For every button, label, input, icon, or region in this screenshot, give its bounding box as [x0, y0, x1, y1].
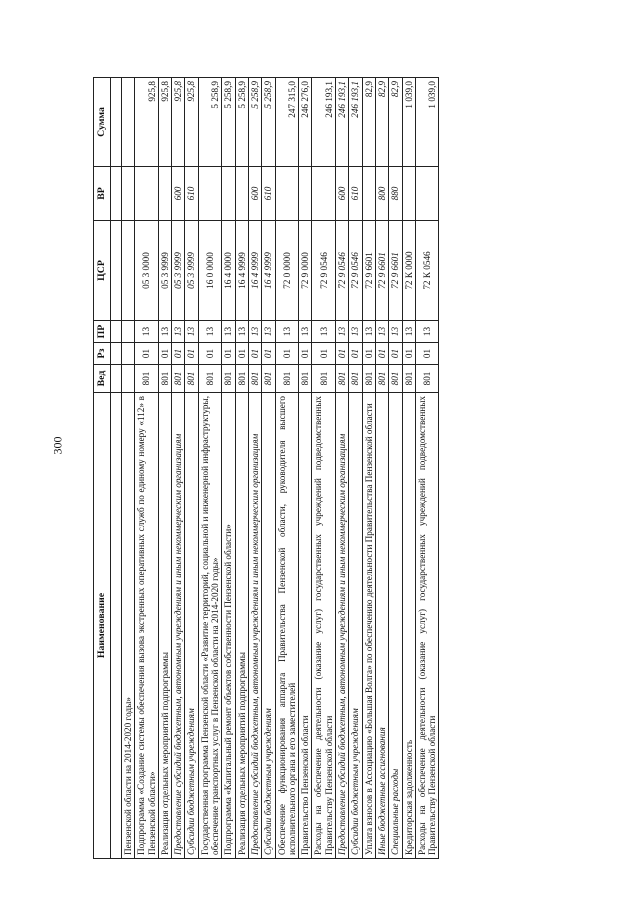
cell-vr: 600: [172, 167, 185, 221]
table-row: [349, 78, 362, 859]
cell-vr: [275, 167, 299, 221]
cell-csr: 16 4 9999: [248, 221, 261, 321]
cell-name: Расходы на обеспечение деятельности (оказание услуг) государственных учреждений подведомственных Правительству Пензенской области: [415, 393, 439, 859]
cell-ved: 801: [158, 365, 171, 393]
header-name: Наименование: [94, 393, 111, 859]
cell-rz: 01: [275, 343, 299, 365]
cell-pr: 13: [262, 321, 275, 343]
cell-name: Предоставление субсидий бюджетным, автономным учреждениям и иным некоммерческим организациям: [172, 393, 185, 859]
cell-vr: [158, 167, 171, 221]
cell-name: Обеспечение функционирования аппарата Правительства Пензенской области, руководителя высшего исполнительного органа и его заместителей: [275, 393, 299, 859]
cell-ved: 801: [415, 365, 439, 393]
cell-vr: [299, 167, 312, 221]
cell-csr: 72 9 0000: [299, 221, 312, 321]
cell-csr: 05 3 9999: [158, 221, 171, 321]
cell-csr: 16 4 0000: [222, 221, 235, 321]
cell-name: Пензенской области на 2014-2020 годы»: [122, 393, 135, 859]
cell-name: Реализация отдельных мероприятий подпрограммы: [158, 393, 171, 859]
cell-vr: [222, 167, 235, 221]
cell-rz: 01: [415, 343, 439, 365]
header-rz: Рз: [94, 343, 111, 365]
header-ved: Вед: [94, 365, 111, 393]
table-row: [122, 78, 135, 859]
cell-sum: 246 193,1: [312, 78, 336, 167]
cell-pr: 13: [299, 321, 312, 343]
table-body: [122, 78, 439, 859]
cell-sum: 82,9: [362, 78, 375, 167]
cell-ved: 801: [312, 365, 336, 393]
cell-vr: [198, 167, 222, 221]
cell-name: Кредиторская задолженность: [402, 393, 415, 859]
cell-name: Предоставление субсидий бюджетным, автономным учреждениям и иным некоммерческим организациям: [248, 393, 261, 859]
cell-csr: 72 9 0546: [312, 221, 336, 321]
budget-table: [93, 77, 439, 859]
cell-csr: 05 3 0000: [135, 221, 159, 321]
cell-vr: [415, 167, 439, 221]
cell-sum: [122, 78, 135, 167]
cell-vr: 600: [336, 167, 349, 221]
cell-vr: 610: [349, 167, 362, 221]
cell-name: Предоставление субсидий бюджетным, автономным учреждениям и иным некоммерческим организациям: [336, 393, 349, 859]
cell-pr: [122, 321, 135, 343]
cell-sum: 82,9: [375, 78, 388, 167]
cell-sum: 246 276,0: [299, 78, 312, 167]
cell-rz: 01: [172, 343, 185, 365]
cell-pr: 13: [135, 321, 159, 343]
cell-name: Подпрограмма «Создание системы обеспечения вызова экстренных оперативных служб по единому номеру «112» в Пензенской области»: [135, 393, 159, 859]
cell-ved: 801: [402, 365, 415, 393]
cell-pr: 13: [185, 321, 198, 343]
cell-sum: 1 039,0: [402, 78, 415, 167]
table-row: [185, 78, 198, 859]
table-row: [222, 78, 235, 859]
header-pr: ПР: [94, 321, 111, 343]
cell-ved: 801: [362, 365, 375, 393]
cell-pr: 13: [402, 321, 415, 343]
table-row: [312, 78, 336, 859]
cell-vr: [402, 167, 415, 221]
cell-pr: 13: [172, 321, 185, 343]
cell-ved: 801: [389, 365, 402, 393]
cell-name: Подпрограмма «Капитальный ремонт объектов собственности Пензенской области»: [222, 393, 235, 859]
cell-rz: 01: [362, 343, 375, 365]
cell-rz: 01: [262, 343, 275, 365]
table-row: [198, 78, 222, 859]
cell-pr: 13: [336, 321, 349, 343]
cell-rz: 01: [135, 343, 159, 365]
cell-pr: 13: [349, 321, 362, 343]
cell-rz: 01: [222, 343, 235, 365]
cell-vr: [135, 167, 159, 221]
cell-ved: 801: [299, 365, 312, 393]
header-row: [94, 78, 111, 859]
cell-rz: 01: [336, 343, 349, 365]
cell-ved: [122, 365, 135, 393]
cell-sum: 5 258,9: [222, 78, 235, 167]
header-vr: ВР: [94, 167, 111, 221]
cell-csr: 72 9 6601: [375, 221, 388, 321]
cell-sum: 925,8: [135, 78, 159, 167]
table-row: [262, 78, 275, 859]
cell-vr: 880: [389, 167, 402, 221]
cell-vr: [122, 167, 135, 221]
cell-rz: [122, 343, 135, 365]
cell-pr: 13: [375, 321, 388, 343]
cell-name: Иные бюджетные ассигнования: [375, 393, 388, 859]
cell-csr: 72 К 0546: [415, 221, 439, 321]
cell-rz: 01: [402, 343, 415, 365]
cell-name: Субсидии бюджетным учреждениям: [349, 393, 362, 859]
cell-pr: 13: [198, 321, 222, 343]
cell-rz: 01: [158, 343, 171, 365]
table-row: [389, 78, 402, 859]
cell-sum: 925,8: [172, 78, 185, 167]
cell-ved: 801: [349, 365, 362, 393]
cell-ved: 801: [135, 365, 159, 393]
table-row: [375, 78, 388, 859]
cell-rz: 01: [198, 343, 222, 365]
rotated-page: [93, 78, 551, 859]
cell-pr: 13: [248, 321, 261, 343]
cell-sum: 925,8: [185, 78, 198, 167]
cell-name: Субсидии бюджетным учреждениям: [262, 393, 275, 859]
cell-vr: [235, 167, 248, 221]
cell-rz: 01: [185, 343, 198, 365]
spacer-row: [111, 78, 122, 859]
cell-name: Государственная программа Пензенской области «Развитие территорий, социальной и инженерной инфраструктуры, обеспечение транспортных услуг в Пензенской области на 2014-2020 годы»: [198, 393, 222, 859]
cell-ved: 801: [235, 365, 248, 393]
cell-name: Правительство Пензенской области: [299, 393, 312, 859]
cell-csr: 72 9 0546: [336, 221, 349, 321]
cell-vr: 600: [248, 167, 261, 221]
cell-ved: 801: [198, 365, 222, 393]
cell-vr: 610: [185, 167, 198, 221]
header-csr: ЦСР: [94, 221, 111, 321]
cell-csr: 72 9 6601: [362, 221, 375, 321]
table-row: [248, 78, 261, 859]
cell-name: Реализация отдельных мероприятий подпрограммы: [235, 393, 248, 859]
cell-sum: 246 193,1: [336, 78, 349, 167]
cell-vr: [362, 167, 375, 221]
cell-rz: 01: [349, 343, 362, 365]
cell-sum: 247 315,0: [275, 78, 299, 167]
cell-ved: 801: [222, 365, 235, 393]
cell-vr: [312, 167, 336, 221]
cell-csr: 16 0 0000: [198, 221, 222, 321]
cell-sum: 82,9: [389, 78, 402, 167]
cell-sum: 1 039,0: [415, 78, 439, 167]
cell-rz: 01: [299, 343, 312, 365]
cell-pr: 13: [389, 321, 402, 343]
cell-ved: 801: [375, 365, 388, 393]
cell-name: Расходы на обеспечение деятельности (оказание услуг) государственных учреждений подведомственных Правительству Пензенской области: [312, 393, 336, 859]
cell-csr: 16 4 9999: [235, 221, 248, 321]
table-row: [235, 78, 248, 859]
header-sum: Сумма: [94, 78, 111, 167]
cell-csr: 16 4 9999: [262, 221, 275, 321]
cell-name: Специальные расходы: [389, 393, 402, 859]
table-row: [362, 78, 375, 859]
cell-vr: 610: [262, 167, 275, 221]
cell-csr: 72 9 6601: [389, 221, 402, 321]
cell-pr: 13: [312, 321, 336, 343]
cell-csr: [122, 221, 135, 321]
table-row: [299, 78, 312, 859]
table-row: [135, 78, 159, 859]
cell-rz: 01: [235, 343, 248, 365]
table-row: [402, 78, 415, 859]
cell-ved: 801: [262, 365, 275, 393]
table-row: [158, 78, 171, 859]
cell-ved: 801: [248, 365, 261, 393]
cell-vr: 800: [375, 167, 388, 221]
cell-sum: 5 258,9: [235, 78, 248, 167]
table-row: [275, 78, 299, 859]
cell-ved: 801: [275, 365, 299, 393]
page-number: 300: [50, 436, 65, 455]
table-row: [172, 78, 185, 859]
table-row: [415, 78, 439, 859]
cell-csr: 05 3 9999: [172, 221, 185, 321]
cell-ved: 801: [185, 365, 198, 393]
cell-csr: 05 3 9999: [185, 221, 198, 321]
cell-rz: 01: [312, 343, 336, 365]
cell-pr: 13: [362, 321, 375, 343]
cell-csr: 72 К 0000: [402, 221, 415, 321]
cell-rz: 01: [389, 343, 402, 365]
cell-rz: 01: [375, 343, 388, 365]
cell-rz: 01: [248, 343, 261, 365]
cell-sum: 246 193,1: [349, 78, 362, 167]
cell-pr: 13: [415, 321, 439, 343]
cell-sum: 5 258,9: [198, 78, 222, 167]
cell-csr: 72 0 0000: [275, 221, 299, 321]
cell-sum: 925,8: [158, 78, 171, 167]
cell-pr: 13: [222, 321, 235, 343]
cell-ved: 801: [336, 365, 349, 393]
cell-ved: 801: [172, 365, 185, 393]
cell-sum: 5 258,9: [248, 78, 261, 167]
table-row: [336, 78, 349, 859]
cell-csr: 72 9 0546: [349, 221, 362, 321]
cell-name: Субсидии бюджетным учреждениям: [185, 393, 198, 859]
cell-pr: 13: [275, 321, 299, 343]
cell-pr: 13: [235, 321, 248, 343]
cell-name: Уплата взносов в Ассоциацию «Большая Волга» по обеспечению деятельности Правительства Пензенской области: [362, 393, 375, 859]
cell-pr: 13: [158, 321, 171, 343]
cell-sum: 5 258,9: [262, 78, 275, 167]
